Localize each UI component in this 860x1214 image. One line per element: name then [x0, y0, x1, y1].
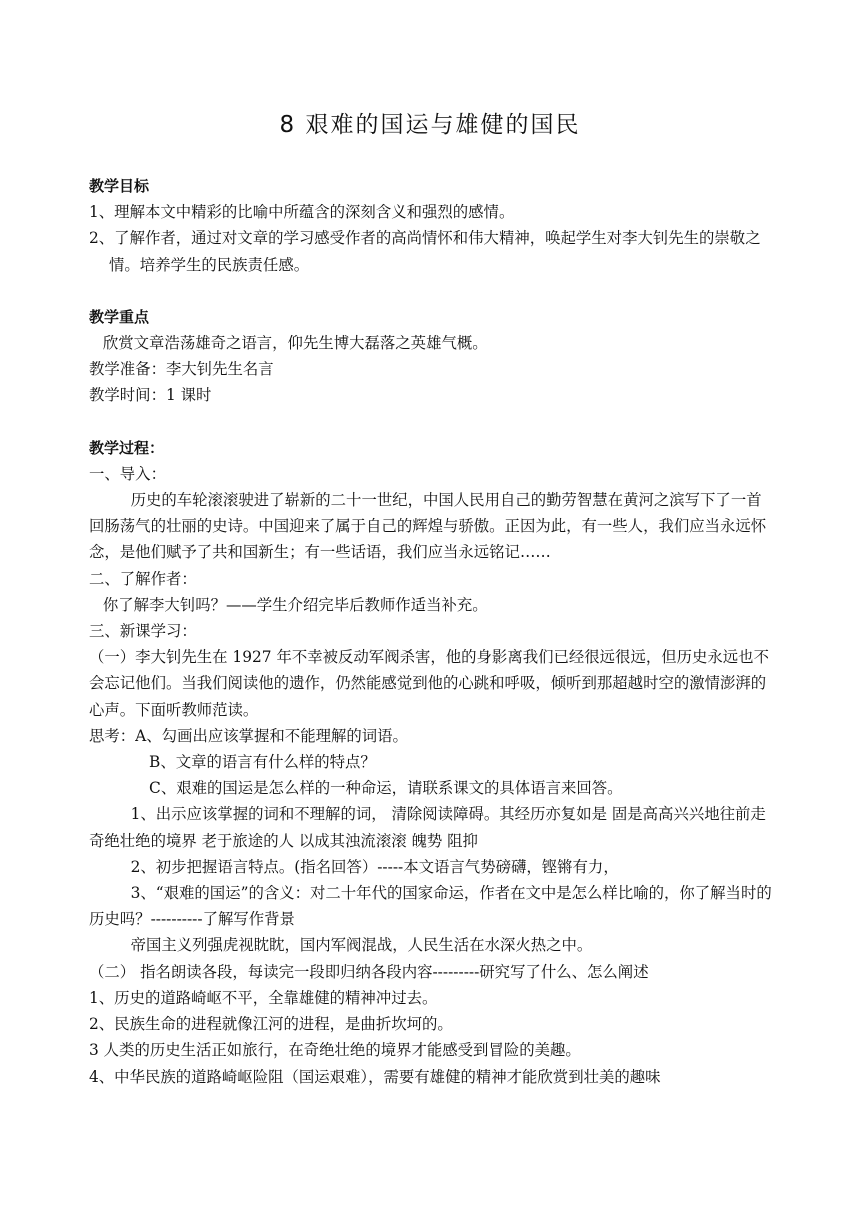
author-text: 你了解李大钊吗？——学生介绍完毕后教师作适当补充。: [102, 595, 488, 614]
summary-2: 2、民族生命的进程就像江河的进程，是曲折坎坷的。: [89, 1015, 453, 1034]
intro-text: 历史的车轮滚滚驶进了崭新的二十一世纪，中国人民用自己的勤劳智慧在黄河之滨写下了一首回肠荡气的壮丽的史诗。中国迎来了属于自己的辉煌与骄傲。正因为此，有一些人，我们应当永远怀念，是他们赋予了共和国新生；有一些话语，我们应当永远铭记……: [89, 491, 767, 562]
time-text: 教学时间：1 课时: [89, 386, 212, 405]
summary-3: 3 人类的历史生活正如旅行，在奇绝壮绝的境界才能感受到冒险的美趣。: [89, 1041, 581, 1060]
think-c: C、艰难的国运是怎么样的一种命运，请联系课文的具体语言来回答。: [149, 779, 623, 798]
think-a: 思考：A、勾画出应该掌握和不能理解的词语。: [89, 726, 408, 745]
focus-heading: 教学重点: [89, 307, 150, 326]
author-heading: 二、了解作者：: [89, 569, 197, 588]
focus-text: 欣赏文章浩荡雄奇之语言，仰先生博大磊落之英雄气概。: [102, 334, 488, 353]
step-2: 2、初步把握语言特点。(指名回答）-----本文语言气势磅礴，铿锵有力，: [130, 857, 619, 876]
step-1: 1、出示应该掌握的词和不理解的词， 清除阅读障碍。其经历亦复如是 固是高高兴兴地往前走 奇绝壮绝的境界 老于旅途的人 以成其浊流滚滚 魄势 阻抑: [89, 805, 766, 850]
step-3: 3、“艰难的国运”的含义：对二十年代的国家命运，作者在文中是怎么样比喻的，你了解当时的历史吗？----------了解写作背景: [89, 884, 772, 929]
goals-heading: 教学目标: [89, 177, 150, 195]
part2-heading: （二） 指名朗读各段，每读完一段即归纳各段内容---------研究写了什么、怎么阐述: [89, 962, 649, 981]
intro-heading: 一、导入：: [89, 464, 166, 483]
part1-text: （一）李大钊先生在 1927 年不幸被反动军阀杀害，他的身影离我们已经很远很远，但历史永远也不会忘记他们。当我们阅读他的遗作，仍然能感觉到他的心跳和呼吸，倾听到那超越时空的激情澎湃的心声。下面听教师范读。: [89, 648, 769, 719]
background-text: 帝国主义列强虎视眈眈，国内军阀混战，人民生活在水深火热之中。: [130, 936, 593, 955]
lesson-body: [89, 173, 774, 1090]
page-title: 8 艰难的国运与雄健的国民: [279, 112, 581, 138]
goal-item-2: 2、了解作者，通过对文章的学习感受作者的高尚情怀和伟大精神，唤起学生对李大钊先生的崇敬之情。培养学生的民族责任感。: [89, 229, 761, 274]
prep-text: 教学准备：李大钊先生名言: [89, 360, 274, 379]
summary-4: 4、中华民族的道路崎岖险阻（国运艰难），需要有雄健的精神才能欣赏到壮美的趣味: [89, 1067, 661, 1086]
new-lesson-heading: 三、新课学习：: [89, 622, 197, 641]
think-b: B、文章的语言有什么样的特点？: [149, 753, 376, 772]
process-heading: 教学过程：: [89, 438, 165, 457]
goal-item-1: 1、理解本文中精彩的比喻中所蕴含的深刻含义和强烈的感情。: [89, 203, 515, 222]
summary-1: 1、历史的道路崎岖不平，全靠雄健的精神冲过去。: [89, 988, 438, 1007]
